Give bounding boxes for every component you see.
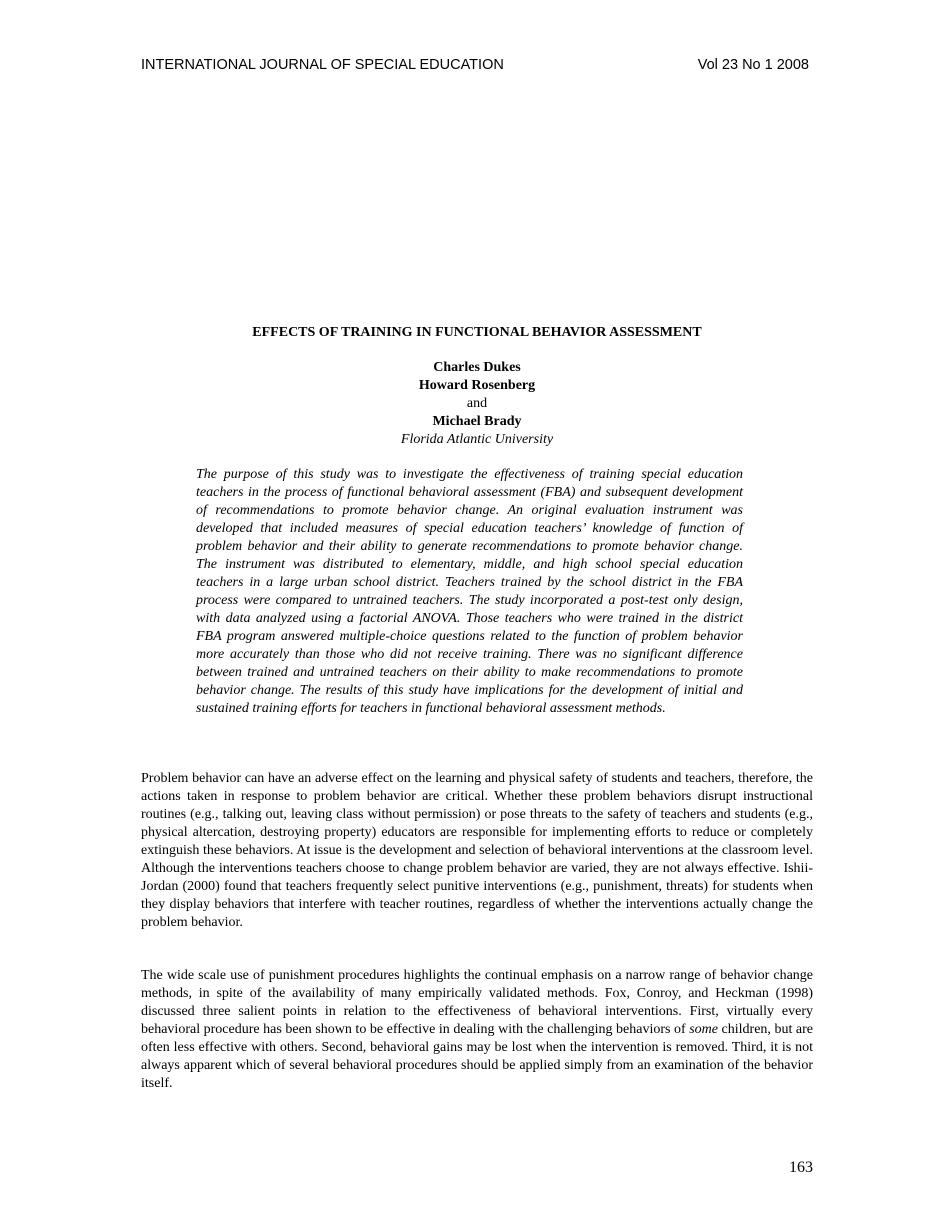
paragraph-text: children, but are often less effective with others. Second, behavioral gains may be lost when the intervention is removed. Third, it is not always apparent which of several behavioral procedures should be applied simply from an examination of the behavior itself. — [141, 1022, 813, 1091]
journal-name: INTERNATIONAL JOURNAL OF SPECIAL EDUCATION — [141, 57, 504, 73]
author-affiliation: Florida Atlantic University — [400, 432, 554, 447]
abstract: The purpose of this study was to investigate the effectiveness of training special education teachers in the process of functional behavioral assessment (FBA) and subsequent development of recommendations to promote behavior change. An original evaluation instrument was developed that included measures of special education teachers’ knowledge of function of problem behavior and their ability to generate recommendations to promote behavior change. The instrument was distributed to elementary, middle, and high school special education teachers in a large urban school district. Teachers trained by the school district in the FBA process were compared to untrained teachers. The study incorporated a post-test only design, with data analyzed using a factorial ANOVA. Those teachers who were trained in the district FBA program answered multiple-choice questions related to the function of problem behavior more accurately than those who did not receive training. There was no significant difference between trained and untrained teachers on their ability to make recommendations to promote behavior change. The results of this study have implications for the development of initial and sustained training efforts for teachers in functional behavioral assessment methods. — [196, 467, 743, 716]
author-conjunction: and — [466, 396, 488, 411]
author-name: Charles Dukes — [433, 360, 521, 375]
emphasis-text: some — [689, 1022, 718, 1037]
body-paragraph: Problem behavior can have an adverse effect on the learning and physical safety of students and teachers, therefore, the actions taken in response to problem behavior are critical. Whether these problem behaviors disrupt instructional routines (e.g., talking out, leaving class without permission) or pose threats to the safety of teachers and students (e.g., physical altercation, destroying property) educators are responsible for implementing efforts to reduce or completely extinguish these behaviors. At issue is the development and selection of behavioral interventions at the classroom level. Although the interventions teachers choose to change problem behavior are varied, they are not always effective. Ishii-Jordan (2000) found that teachers frequently select punitive interventions (e.g., punishment, threats) for students when they display behaviors that interfere with teacher routines, regardless of whether the interventions actually change the problem behavior. — [141, 771, 813, 930]
paragraph-text: The wide scale use of punishment procedures highlights the continual emphasis on a narrow range of behavior change methods, in spite of the availability of many empirically validated methods. Fox, Conroy, and Heckman (1998) discussed three salient points in relation to the effectiveness of behavioral interventions. First, virtually every behavioral procedure has been shown to be effective in dealing with the challenging behaviors of — [141, 968, 813, 1037]
author-name: Michael Brady — [432, 414, 522, 429]
article-title: EFFECTS OF TRAINING IN FUNCTIONAL BEHAVIOR ASSESSMENT — [252, 325, 702, 340]
volume-info: Vol 23 No 1 2008 — [697, 57, 809, 73]
author-name: Howard Rosenberg — [418, 378, 536, 393]
body-paragraph — [141, 967, 813, 1093]
author-block — [141, 359, 813, 449]
page-number: 163 — [789, 1159, 813, 1176]
